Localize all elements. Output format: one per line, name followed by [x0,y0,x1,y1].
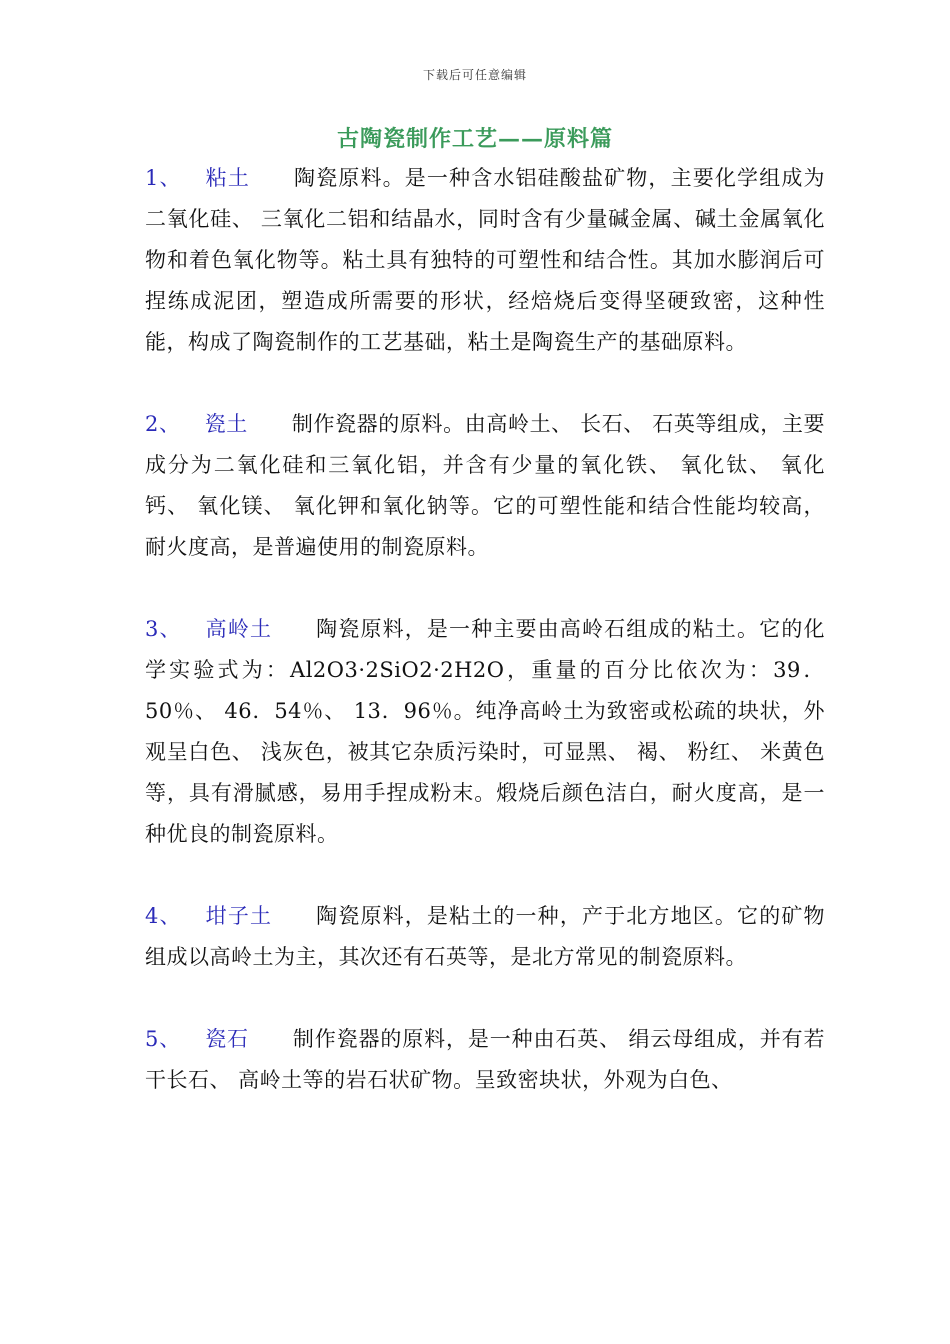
entry-number: 2、 [145,412,181,436]
header-note: 下载后可任意编辑 [422,68,527,82]
entry-number: 4、 [145,904,182,928]
entry-term: 瓷石 [205,1027,249,1051]
entry-porcelain-clay [145,404,825,568]
entry-text: 制作瓷器的原料。由高岭土、 长石、 石英等组成，主要成分为二氧化硅和三氧化铝，并含有少量的氧化铁、 氧化钛、 氧化钙、 氧化镁、 氧化钾和氧化钠等。它的可塑性能和结合性能均较高，耐火度高，是普遍使用的制瓷原料。 [145,412,825,559]
entry-porcelain-stone [145,1019,825,1101]
entry-clay [145,158,825,363]
entry-number: 5、 [145,1027,182,1051]
entry-number: 3、 [145,617,182,641]
document-body [145,158,825,1142]
document-title: 古陶瓷制作工艺——原料篇 [336,126,613,152]
entry-text: 陶瓷原料。是一种含水铝硅酸盐矿物，主要化学组成为二氧化硅、 三氧化二铝和结晶水，同时含有少量碱金属、碱土金属氧化物和着色氧化物等。粘土具有独特的可塑性和结合性。其加水膨润后可捏练成泥团，塑造成所需要的形状，经焙烧后变得坚硬致密，这种性能，构成了陶瓷制作的工艺基础，粘土是陶瓷生产的基础原料。 [145,166,825,354]
entry-number: 1、 [145,166,182,190]
entry-text: 制作瓷器的原料，是一种由石英、 绢云母组成，并有若干长石、 高岭土等的岩石状矿物。呈致密块状，外观为白色、 [145,1027,825,1092]
entry-text: 陶瓷原料，是粘土的一种，产于北方地区。它的矿物组成以高岭土为主，其次还有石英等，是北方常见的制瓷原料。 [145,904,825,969]
entry-kaolin [145,609,825,855]
entry-ganzi-clay [145,896,825,978]
entry-term: 粘土 [205,166,250,190]
entry-term: 坩子土 [205,904,273,928]
entry-text: 陶瓷原料，是一种主要由高岭石组成的粘土。它的化学实验式为：Al2O3·2SiO2·2H2O，重量的百分比依次为：39．50％、 46．54％、 13．96％。纯净高岭土为致密或松疏的块状，外观呈白色、 浅灰色，被其它杂质污染时，可显黑、 褐、 粉红、 米黄色等，具有滑腻感，易用手捏成粉末。煅烧后颜色洁白，耐火度高，是一种优良的制瓷原料。 [145,617,825,846]
entry-term: 瓷土 [204,412,248,436]
entry-term: 高岭土 [205,617,273,641]
